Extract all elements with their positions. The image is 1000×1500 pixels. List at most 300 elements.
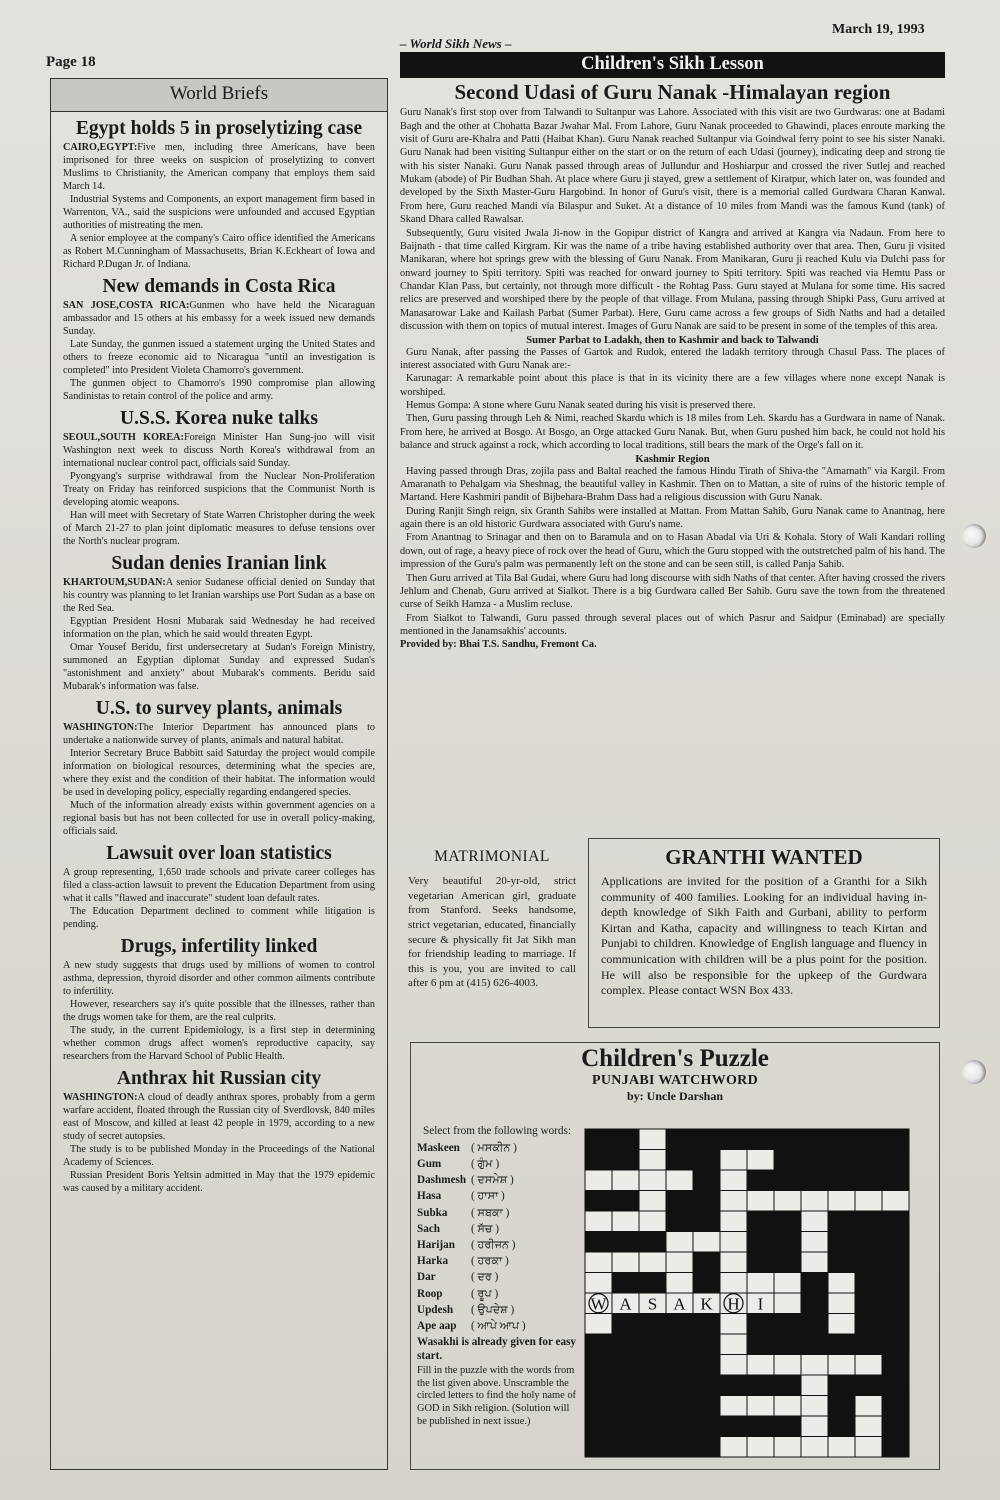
brief-text: Much of the information already exists within government agencies on a regional basis but has not been collected for use in overall policy-making, officials said. [63, 799, 375, 837]
puzzle-title: Children's Puzzle [581, 1045, 769, 1072]
grid-block [882, 1437, 909, 1458]
word-english: Gum [417, 1158, 442, 1171]
grid-block [882, 1273, 909, 1294]
grid-block [855, 1314, 882, 1335]
grid-cell[interactable] [747, 1150, 774, 1171]
page-number: Page 18 [46, 54, 96, 70]
grid-block [828, 1170, 855, 1191]
grid-block [774, 1150, 801, 1171]
grid-cell[interactable] [720, 1191, 747, 1212]
brief-paragraph [63, 194, 375, 233]
grid-block [882, 1334, 909, 1355]
grid-block [585, 1191, 612, 1212]
grid-cell[interactable] [585, 1273, 612, 1294]
grid-block [666, 1375, 693, 1396]
word-english: Subka [417, 1206, 448, 1219]
grid-block [774, 1232, 801, 1253]
grid-block [585, 1150, 612, 1171]
brief-dateline: KHARTOUM,SUDAN: [63, 577, 166, 589]
grid-block [855, 1211, 882, 1232]
grid-letter: I [757, 1294, 764, 1314]
brief-text: Late Sunday, the gunmen issued a statement urging the United States and others to freeze economic aid to Nicaragua "until an investigation is completed" into President Violeta Chamorro's government. [63, 339, 375, 377]
grid-cell[interactable] [639, 1252, 666, 1273]
grid-block [855, 1150, 882, 1171]
grid-block [774, 1211, 801, 1232]
word-english: Maskeen [417, 1141, 460, 1154]
word-list-item [417, 1318, 577, 1334]
word-list-item [417, 1205, 577, 1221]
grid-block [801, 1334, 828, 1355]
word-list-item [417, 1156, 577, 1172]
grid-cell[interactable] [801, 1252, 828, 1273]
word-list-item [417, 1302, 577, 1318]
grid-block [801, 1293, 828, 1314]
binder-hole [962, 524, 986, 548]
grid-cell[interactable] [774, 1293, 801, 1314]
grid-block [855, 1232, 882, 1253]
grid-cell[interactable] [585, 1211, 612, 1232]
brief-text: Pyongyang's surprise withdrawal from the Nuclear Non-Proliferation Treaty on Friday has reinforced suspicions that the Communist North is developing atomic weapons. [63, 471, 375, 509]
grid-cell[interactable] [666, 1252, 693, 1273]
word-punjabi: ( ਮਸਕੀਨ ) [471, 1141, 517, 1154]
word-list-item [417, 1253, 577, 1269]
grid-block [801, 1314, 828, 1335]
grid-cell[interactable] [801, 1416, 828, 1437]
grid-letter: H [727, 1294, 740, 1314]
grid-block [693, 1314, 720, 1335]
grid-cell[interactable] [801, 1437, 828, 1458]
brief-text: Interior Secretary Bruce Babbitt said Saturday the project would compile information on biological resources, determining what the species are, where they exist and the condition of their habitat. The information would be used in developing policy, especially regarding endangered species. [63, 748, 375, 799]
brief-text: A new study suggests that drugs used by millions of women to control asthma, depression, thyroid disorder and other common ailments contribute to infertility. [63, 960, 375, 998]
grid-cell[interactable] [801, 1355, 828, 1376]
grid-cell[interactable] [774, 1273, 801, 1294]
grid-cell[interactable] [693, 1232, 720, 1253]
grid-cell[interactable] [747, 1355, 774, 1376]
brief-text: Gunmen who have held the Nicaraguan ambassador and 15 others at his embassy for a week issued new demands Sunday. [63, 300, 375, 338]
brief-paragraph [63, 906, 375, 932]
issue-date: March 19, 1993 [832, 22, 925, 37]
word-list-item [417, 1172, 577, 1188]
grid-block [666, 1191, 693, 1212]
lesson-paragraph: Guru Nanak, after passing the Passes of Gartok and Rudok, entered the ladakh territory through Chasul Pass. The places of interest associated with Guru Nanak are:- [400, 346, 945, 371]
brief-paragraph [63, 1170, 375, 1196]
lesson-credit: Provided by: Bhai T.S. Sandhu, Fremont Ca. [400, 639, 597, 651]
grid-block [801, 1129, 828, 1150]
grid-cell[interactable] [747, 1396, 774, 1417]
grid-letter: A [619, 1294, 632, 1314]
brief-paragraph [63, 432, 375, 471]
brief-paragraph [63, 233, 375, 272]
world-briefs-column [50, 78, 388, 1470]
lesson-paragraph: Guru Nanak's first stop over from Talwandi to Sultanpur was Lahore. Associated with this visit are two Gurdwaras: one at Badami Bagh and the other at Chohatta Bazar Jwahar Mal. From Lahore, Guru Nanak proceeded to Ghawindi, places enroute marking the visit of Guru are-Khalra and Patti (Haibat Khan). Guru Nanak reached Sultanpur via Goindwal ferry point to see his sister Nanaki. Guru Nanak had been visiting Sultanpur either on the start or on the return of each Udasi (journey), indicating deep and strong tie with his sister Nanaki. Guru Nanak passed through areas of Jullundur and Hoshiarpur and crossed the river Sutlej and reached Mukam (abode) of Pir Budhan Shah. At place where Guru ji stayed, grew a settlement of Kiratpur, which later on, was founded and developed by the Sixth Master-Guru Hargobind. In honor of Guru's visit, there is a memorial called Gurdwara Charan Kanwal. From here, Guru reached Mandi via Bilaspur and Suket. At a distance of 10 miles from Mandi was the famous Kund (tank) of Skand Dhara called Rawalsar. [400, 107, 945, 226]
grid-cell[interactable] [828, 1437, 855, 1458]
grid-cell[interactable] [720, 1355, 747, 1376]
grid-block [693, 1211, 720, 1232]
matrimonial-ad [408, 848, 576, 1034]
grid-block [666, 1314, 693, 1335]
grid-block [828, 1416, 855, 1437]
lesson-paragraph: Then Guru arrived at Tila Bal Gudai, where Guru had long discourse with sidh Naths of that center. After having crossed the rivers Jehlum and Chenab, Guru arrived at Sialkot. There is a big Gurdwara called Ber Sahib. Guru save the town from the threatened curse of Seikh Hamza - a Muslim recluse. [400, 572, 945, 611]
grid-cell[interactable] [639, 1211, 666, 1232]
grid-cell[interactable] [855, 1416, 882, 1437]
grid-block [747, 1129, 774, 1150]
grid-block [828, 1211, 855, 1232]
grid-block [720, 1129, 747, 1150]
grid-cell[interactable] [666, 1170, 693, 1191]
lesson-paragraph: Subsequently, Guru visited Jwala Ji-now in the Gopipur district of Kangra and arrived at Kangra via Nadaun. From here to Baijnath - that time called Kirgram. Kir was the name of a tribe having established authority over that area. Then, Guru ji visited Manikaran, where hot springs grew with the blessing of Guru Nanak. From Manikaran, Guru ji reached Kulu via Dulchi pass for onward journey to Spiti territory. Spiti was reached for onward journey to Spiti territory. Spiti was reached via Hemtu Pass or Chandar Klan Pass, but certainly, not through more difficult - the Rohtag Pass. Guru stayed at Mulana for some time. His sacred relics are preserved and worshiped there by the people of that village. From Mulana, passing through Shipki Pass, Guru arrived at Manasarowar Lake and Kailash Parbat (Sumer Parbat). Here, Guru came across a few groups of Sidh Naths and had a detailed discussion with them on topics of mutual interest. Images of Guru Nanak are said to be present in some of the temples of this area. [400, 227, 945, 333]
brief-headline: Egypt holds 5 in proselytizing case [75, 118, 363, 139]
granthi-wanted-ad [588, 838, 940, 1028]
grid-block [693, 1150, 720, 1171]
grid-block [882, 1375, 909, 1396]
grid-block [693, 1252, 720, 1273]
brief-text: Egyptian President Hosni Mubarak said Wednesday he had received information on the plan, which he said would threaten Egypt. [63, 616, 375, 641]
grid-block [585, 1396, 612, 1417]
grid-block [693, 1355, 720, 1376]
grid-cell[interactable] [774, 1191, 801, 1212]
grid-block [774, 1334, 801, 1355]
brief-paragraph [63, 378, 375, 404]
brief-paragraph [63, 510, 375, 549]
lesson-paragraph: Having passed through Dras, zojila pass and Baltal reached the famous Hindu Tirath of Shiva-the "Amarnath" via Kargil. From Amaranath to Pehalgam via Sheshnag, the beautiful valley in Kashmir. Then on to Mattan, a site of ruins of the historic temple of Martand. Here Kashmiri pandit of Bijbehara-Brahm Dass had a religious discussion with Guru Nanak. [400, 465, 945, 504]
grid-block [882, 1232, 909, 1253]
word-english: Harijan [417, 1239, 455, 1251]
matrimonial-body: Very beautiful 20-yr-old, strict vegetarian American girl, graduate from Stanford. Seeks handsome, strict vegetarian, educated, financially secure & physically fit Jat Sikh man for friendship leading to marriage. If this is you, you are invited to call after 6 pm at (415) 626-4003. [408, 875, 576, 990]
grid-block [639, 1396, 666, 1417]
word-punjabi: ( ਉਪਦੇਸ਼ ) [471, 1303, 515, 1316]
brief-dateline: CAIRO,EGYPT: [63, 142, 138, 154]
grid-cell[interactable] [639, 1150, 666, 1171]
grid-block [747, 1416, 774, 1437]
brief-paragraph [63, 748, 375, 800]
grid-block [747, 1314, 774, 1335]
childrens-sikh-lesson [400, 52, 945, 832]
grid-cell[interactable] [720, 1150, 747, 1171]
word-punjabi: ( ਹਾਸਾ ) [471, 1190, 505, 1203]
brief-dateline: SEOUL,SOUTH KOREA: [63, 432, 184, 444]
grid-cell[interactable] [720, 1170, 747, 1191]
lesson-paragraph: Hemus Gompa: A stone where Guru Nanak seated during his visit is preserved there. [406, 400, 756, 412]
grid-cell[interactable] [828, 1293, 855, 1314]
grid-block [882, 1314, 909, 1335]
grid-cell[interactable] [747, 1273, 774, 1294]
grid-cell[interactable] [720, 1273, 747, 1294]
grid-cell[interactable] [720, 1334, 747, 1355]
grid-block [855, 1293, 882, 1314]
grid-block [828, 1232, 855, 1253]
word-punjabi: ( ਦਰ ) [471, 1271, 499, 1284]
grid-block [639, 1375, 666, 1396]
grid-block [801, 1150, 828, 1171]
grid-block [693, 1170, 720, 1191]
word-list-item [417, 1221, 577, 1237]
brief-paragraph [63, 1092, 375, 1144]
grid-block [855, 1129, 882, 1150]
grid-cell[interactable] [801, 1191, 828, 1212]
brief-paragraph [63, 960, 375, 999]
brief-headline: Lawsuit over loan statistics [106, 842, 332, 864]
lesson-body [400, 106, 945, 652]
grid-block [747, 1232, 774, 1253]
grid-cell[interactable] [666, 1273, 693, 1294]
word-punjabi: ( ਸਬਕਾ ) [471, 1206, 510, 1219]
world-briefs-articles [51, 112, 387, 1196]
grid-block [585, 1129, 612, 1150]
grid-block [720, 1416, 747, 1437]
lesson-paragraph: From Anantnag to Srinagar and then on to Baramula and on to Hasan Abadal via Uri & Kohala. Story of Wali Kandari rolling down, out of rage, a heavy piece of rock over the head of Guru, which the Guru stopped with the outstretched palm of his hand. The impression of the Guru's palm was permanently left on the stone and can be seen still, is called Panja Sahib. [400, 532, 945, 571]
grid-cell[interactable] [828, 1191, 855, 1212]
lesson-title: Second Udasi of Guru Nanak -Himalayan region [454, 80, 891, 104]
grid-block [612, 1273, 639, 1294]
word-punjabi: ( ਗੁੰਮ ) [471, 1158, 500, 1171]
grid-block [828, 1396, 855, 1417]
word-punjabi: ( ਸੱਚ ) [471, 1222, 500, 1235]
brief-paragraph [63, 867, 375, 906]
brief-text: The Education Department declined to comment while litigation is pending. [63, 906, 375, 931]
grid-block [747, 1375, 774, 1396]
grid-cell[interactable] [882, 1191, 909, 1212]
grid-cell[interactable] [747, 1437, 774, 1458]
grid-block [882, 1396, 909, 1417]
brief-paragraph [63, 999, 375, 1025]
grid-cell[interactable] [828, 1314, 855, 1335]
grid-block [693, 1375, 720, 1396]
grid-block [639, 1334, 666, 1355]
brief-text: A group representing, 1,650 trade schools and private career colleges has filed a class-action lawsuit to prevent the Education Department from using what it calls "flawed and inaccurate" student loan default rates. [63, 867, 375, 905]
brief-headline: U.S.S. Korea nuke talks [120, 407, 318, 429]
granthi-body: Applications are invited for the position of a Granthi for a Sikh community of 400 families. Looking for an individual having in-depth knowledge of Sikh Faith and Gurbani, ability to perform Kirtan and Katha, capacity and willingness to teach Kirtan and Punjabi to children. Knowledge of English language and fluency in communication with children will be a plus point for the position. He will also be responsible for the upkeep of the Gurdwara complex. Please contact WSN Box 433. [601, 874, 927, 998]
grid-block [747, 1334, 774, 1355]
grid-block [774, 1314, 801, 1335]
lesson-paragraph: Karunagar: A remarkable point about this place is that in its vicinity there are a few villages where none except Nanak is worshiped. [400, 373, 945, 398]
grid-cell[interactable] [639, 1191, 666, 1212]
grid-block [855, 1252, 882, 1273]
grid-letter: W [590, 1294, 607, 1314]
grid-cell[interactable] [639, 1129, 666, 1150]
grid-cell[interactable] [666, 1232, 693, 1253]
grid-cell[interactable] [720, 1396, 747, 1417]
grid-block [666, 1129, 693, 1150]
grid-block [747, 1211, 774, 1232]
grid-cell[interactable] [747, 1191, 774, 1212]
grid-block [612, 1416, 639, 1437]
grid-block [882, 1252, 909, 1273]
grid-cell[interactable] [720, 1232, 747, 1253]
lesson-section-bar: Children's Sikh Lesson [400, 52, 945, 78]
grid-cell[interactable] [720, 1211, 747, 1232]
grid-cell[interactable] [828, 1355, 855, 1376]
brief-paragraph [63, 142, 375, 194]
word-list-item [417, 1286, 577, 1302]
brief-text: However, researchers say it's quite possible that the illnesses, rather than the drugs women take for them, are the real culprits. [63, 999, 375, 1024]
puzzle-given-hint: Wasakhi is already given for easy start. [417, 1336, 577, 1362]
grid-block [639, 1273, 666, 1294]
grid-cell[interactable] [720, 1314, 747, 1335]
grid-block [612, 1396, 639, 1417]
brief-paragraph [63, 1025, 375, 1064]
grid-block [747, 1252, 774, 1273]
grid-cell[interactable] [828, 1273, 855, 1294]
word-english: Harka [417, 1255, 449, 1268]
childrens-puzzle [410, 1042, 940, 1470]
grid-cell[interactable] [612, 1252, 639, 1273]
puzzle-instructions: Fill in the puzzle with the words from the list given above. Unscramble the circled letters to find the holy name of GOD in Sikh religion. (Solution will be published in next issue.) [417, 1365, 576, 1427]
grid-cell[interactable] [801, 1375, 828, 1396]
grid-letter: K [700, 1294, 713, 1314]
grid-block [585, 1375, 612, 1396]
grid-block [828, 1129, 855, 1150]
grid-cell[interactable] [855, 1396, 882, 1417]
grid-block [666, 1437, 693, 1458]
grid-block [612, 1314, 639, 1335]
grid-block [693, 1191, 720, 1212]
lesson-subheading: Kashmir Region [635, 453, 710, 465]
word-punjabi: ( ਦਸਮੇਸ਼ ) [471, 1174, 514, 1187]
grid-block [612, 1375, 639, 1396]
brief-paragraph [63, 300, 375, 339]
grid-block [774, 1375, 801, 1396]
word-punjabi: ( ਆਪੇ ਆਪ ) [471, 1319, 526, 1332]
grid-block [828, 1375, 855, 1396]
grid-cell[interactable] [801, 1396, 828, 1417]
grid-cell[interactable] [585, 1170, 612, 1191]
crossword-grid[interactable] [581, 1125, 929, 1463]
grid-block [666, 1150, 693, 1171]
brief-text: Omar Yousef Beridu, first undersecretary at Sudan's Foreign Ministry, summoned an Egyptian diplomat Sunday and expressed Sudan's "astonishment and anxiety" about Mubarak's comments. Beridu said Mubarak's information was false. [63, 642, 375, 692]
puzzle-byline: by: Uncle Darshan [626, 1088, 723, 1103]
grid-block [774, 1416, 801, 1437]
grid-cell[interactable] [585, 1314, 612, 1335]
grid-block [882, 1355, 909, 1376]
grid-block [585, 1437, 612, 1458]
masthead: – World Sikh News – [400, 36, 512, 51]
grid-block [882, 1293, 909, 1314]
matrimonial-title: MATRIMONIAL [434, 848, 550, 865]
word-english: Updesh [417, 1303, 454, 1316]
brief-text: A senior employee at the company's Cairo office identified the Americans as Robert M.Cunningham of Massachusetts, Brian K.Eckheart of Iowa and Richard P.Dugan Jr. of Indiana. [63, 233, 375, 270]
grid-block [585, 1355, 612, 1376]
grid-block [693, 1273, 720, 1294]
brief-paragraph [63, 616, 375, 642]
grid-letter: S [647, 1294, 658, 1314]
brief-paragraph [63, 471, 375, 510]
word-list-item [417, 1188, 577, 1204]
grid-block [747, 1170, 774, 1191]
grid-block [693, 1129, 720, 1150]
grid-block [693, 1437, 720, 1458]
grid-block [693, 1396, 720, 1417]
word-english: Hasa [417, 1190, 442, 1203]
word-list-intro: Select from the following words: [423, 1125, 571, 1137]
brief-text: The study, in the current Epidemiology, is a first step in determining whether common drugs affect women's reproductive capacity, say researchers from the Harvard School of Public Health. [63, 1025, 375, 1063]
lesson-paragraph: From Sialkot to Talwandi, Guru passed through several places out of which Pasrur and Saidpur (Eminabad) are specially mentioned in the Janamsakhis' accounts. [400, 612, 945, 638]
brief-headline: Sudan denies Iranian link [111, 552, 327, 574]
brief-text: Russian President Boris Yeltsin admitted in May that the 1979 epidemic was caused by a military accident. [63, 1170, 375, 1195]
grid-block [693, 1416, 720, 1437]
word-list-item [417, 1237, 577, 1253]
brief-headline: New demands in Costa Rica [102, 275, 336, 297]
grid-cell[interactable] [774, 1355, 801, 1376]
brief-dateline: WASHINGTON: [63, 722, 138, 734]
grid-block [693, 1334, 720, 1355]
grid-block [612, 1437, 639, 1458]
grid-block [612, 1191, 639, 1212]
lesson-paragraph: Then, Guru passing through Leh & Nimi, reached Skardu which is 18 miles from Leh. Skardu has a Gurdwara in name of Nanak. From here, he arrived at Bosgo. At Bosgo, an Orge attacked Guru Nanak. But, when Guru pushed him back, he could not hold his balance and struck against a rock, which according to local traditions, still bears the mark of the Orge's fall on it. [400, 413, 945, 452]
brief-dateline: WASHINGTON: [63, 1092, 138, 1104]
grid-block [720, 1375, 747, 1396]
grid-cell[interactable] [855, 1191, 882, 1212]
word-english: Dashmesh [417, 1174, 467, 1187]
brief-headline: Drugs, infertility linked [120, 936, 318, 957]
grid-block [828, 1252, 855, 1273]
brief-headline: U.S. to survey plants, animals [95, 697, 343, 719]
grid-cell[interactable] [801, 1211, 828, 1232]
grid-block [666, 1334, 693, 1355]
grid-block [801, 1170, 828, 1191]
brief-text: The gunmen object to Chamorro's 1990 compromise plan allowing Sandinistas to retain control of the police and army. [63, 378, 375, 402]
brief-text: Five men, including three Americans, have been imprisoned for three weeks on suspicion of proselytizing to convert Muslims to Christianity, the American company that employs them said March 14. [63, 142, 375, 193]
brief-text: The study is to be published Monday in the Proceedings of the National Academy of Sciences. [63, 1144, 375, 1169]
brief-dateline: SAN JOSE,COSTA RICA: [63, 300, 190, 312]
grid-cell[interactable] [801, 1232, 828, 1253]
world-briefs-title: World Briefs [51, 79, 387, 112]
word-punjabi: ( ਹਰਕਾ ) [471, 1255, 509, 1268]
brief-paragraph [63, 339, 375, 378]
grid-letter: A [673, 1294, 686, 1314]
grid-cell[interactable] [612, 1170, 639, 1191]
grid-block [666, 1211, 693, 1232]
brief-paragraph [63, 800, 375, 839]
word-list [417, 1140, 577, 1334]
grid-cell[interactable] [612, 1211, 639, 1232]
grid-cell[interactable] [774, 1396, 801, 1417]
granthi-title: GRANTHI WANTED [665, 845, 863, 869]
word-list-item [417, 1269, 577, 1285]
word-english: Sach [417, 1222, 441, 1235]
grid-block [612, 1129, 639, 1150]
grid-cell[interactable] [720, 1437, 747, 1458]
brief-text: The Interior Department has announced plans to undertake a nationwide survey of plants, animals and natural habitat. [63, 722, 375, 747]
grid-cell[interactable] [585, 1252, 612, 1273]
grid-block [882, 1129, 909, 1150]
word-list-item [417, 1140, 577, 1156]
grid-cell[interactable] [855, 1355, 882, 1376]
grid-block [585, 1334, 612, 1355]
brief-text: A cloud of deadly anthrax spores, probably from a germ warfare accident, floated through the Russian city of Sverdlovsk, 840 miles east of Moscow, and killed at least 42 people in 1979, according to a new study of secret autopsies. [63, 1092, 375, 1143]
grid-cell[interactable] [774, 1437, 801, 1458]
brief-paragraph [63, 642, 375, 694]
grid-block [774, 1170, 801, 1191]
grid-block [666, 1355, 693, 1376]
grid-block [882, 1211, 909, 1232]
word-list-panel [417, 1125, 577, 1428]
grid-block [666, 1396, 693, 1417]
grid-block [639, 1314, 666, 1335]
brief-paragraph [63, 577, 375, 616]
grid-block [585, 1416, 612, 1437]
grid-block [828, 1150, 855, 1171]
word-english: Roop [417, 1287, 443, 1300]
grid-block [855, 1334, 882, 1355]
binder-hole [962, 1060, 986, 1084]
brief-text: Han will meet with Secretary of State Warren Christopher during the week of March 21-27 to plan joint diplomatic measures to defuse tensions over the North's nuclear program. [63, 510, 375, 547]
word-english: Ape aap [417, 1319, 457, 1332]
word-english: Dar [417, 1271, 436, 1284]
grid-cell[interactable] [855, 1437, 882, 1458]
grid-cell[interactable] [720, 1252, 747, 1273]
brief-paragraph [63, 1144, 375, 1170]
grid-cell[interactable] [639, 1170, 666, 1191]
